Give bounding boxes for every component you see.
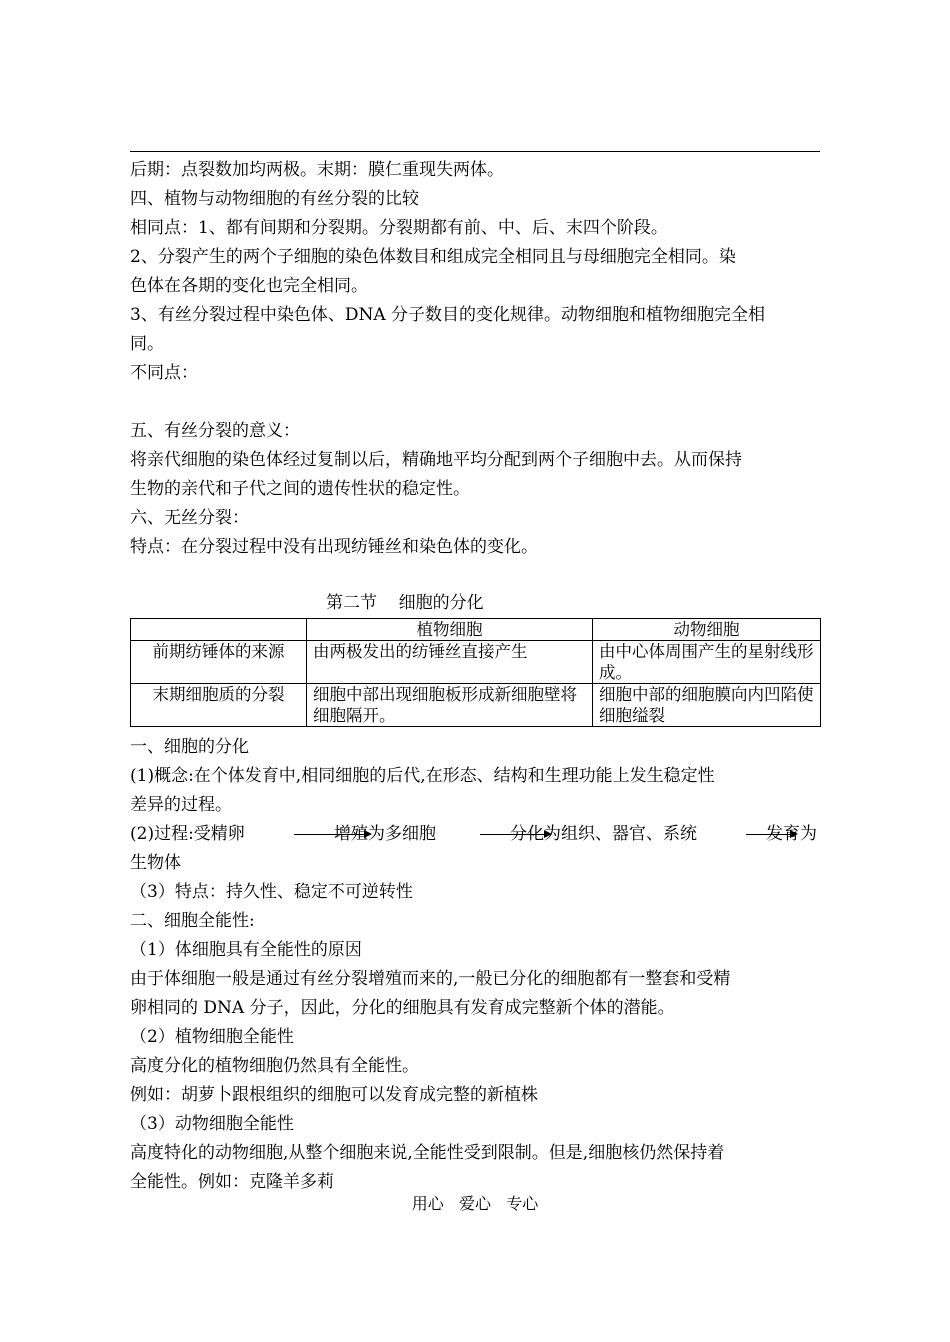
text-line: 后期：点裂数加均两极。末期：膜仁重现失两体。 (130, 160, 504, 180)
header-rule (130, 151, 820, 152)
text-line: (1)概念:在个体发育中,相同细胞的后代,在形态、结构和生理功能上发生稳定性 (130, 766, 715, 786)
table-row (131, 684, 821, 727)
table-cell: 由两极发出的纺锤丝直接产生 (307, 641, 593, 684)
text-line: 不同点： (130, 363, 198, 383)
text-line: （3）特点：持久性、稳定不可逆转性 (130, 882, 413, 902)
process-step-differentiation: 分化为组织、器官、系统 (510, 824, 697, 844)
process-label: (2)过程:受精卵 (130, 824, 245, 844)
process-line (130, 820, 820, 849)
table-row-label: 末期细胞质的分裂 (131, 684, 307, 727)
text-line: 相同点：1、都有间期和分裂期。分裂期都有前、中、后、末四个阶段。 (130, 218, 668, 238)
table-header-row (131, 619, 821, 641)
text-line: （3）动物细胞全能性 (130, 1114, 294, 1134)
text-line: 同。 (130, 334, 164, 354)
text-line: 高度分化的植物细胞仍然具有全能性。 (130, 1056, 419, 1076)
page-footer: 用心 爱心 专心 (411, 1194, 539, 1213)
section-title: 第二节 细胞的分化 (326, 593, 484, 613)
bottom-text-block (130, 878, 820, 1197)
process-step-proliferation: 增殖为多细胞 (334, 824, 436, 844)
table-cell: 由中心体周围产生的星射线形成。 (593, 641, 821, 684)
table-cell: 细胞中部出现细胞板形成新细胞壁将细胞隔开。 (307, 684, 593, 727)
text-line: 2、分裂产生的两个子细胞的染色体数目和组成完全相同且与母细胞完全相同。染 (130, 247, 736, 267)
table-cell: 细胞中部的细胞膜向内凹陷使细胞缢裂 (593, 684, 821, 727)
process-step-development: 发育为 (766, 824, 817, 844)
heading-totipotency: 二、细胞全能性: (130, 911, 255, 931)
text-line: 生物体 (130, 853, 181, 873)
text-line: 卵相同的 DNA 分子，因此，分化的细胞具有发育成完整新个体的潜能。 (130, 998, 675, 1018)
heading-comparison: 四、植物与动物细胞的有丝分裂的比较 (130, 189, 419, 209)
table-row-label: 前期纺锤体的来源 (131, 641, 307, 684)
text-line: 生物的亲代和子代之间的遗传性状的稳定性。 (130, 479, 470, 499)
text-line: 差异的过程。 (130, 795, 232, 815)
text-line: 高度特化的动物细胞,从整个细胞来说,全能性受到限制。但是,细胞核仍然保持着 (130, 1143, 725, 1163)
text-line: 3、有丝分裂过程中染色体、DNA 分子数目的变化规律。动物细胞和植物细胞完全相 (130, 305, 765, 325)
text-line: 例如：胡萝卜跟根组织的细胞可以发育成完整的新植株 (130, 1085, 538, 1105)
comparison-table (130, 618, 821, 727)
heading-significance: 五、有丝分裂的意义： (130, 421, 300, 441)
text-line: 色体在各期的变化也完全相同。 (130, 276, 368, 296)
table-row (131, 641, 821, 684)
heading-amitosis: 六、无丝分裂： (130, 508, 249, 528)
blank-line (130, 388, 820, 417)
heading-differentiation: 一、细胞的分化 (130, 737, 249, 757)
text-line: （2）植物细胞全能性 (130, 1027, 294, 1047)
middle-text-block (130, 733, 820, 878)
text-line: 全能性。例如：克隆羊多莉 (130, 1172, 334, 1192)
text-line: （1）体细胞具有全能性的原因 (130, 940, 362, 960)
top-text-block (130, 156, 820, 562)
table-header-cell (131, 619, 307, 641)
table-header-cell: 动物细胞 (593, 619, 821, 641)
text-line: 由于体细胞一般是通过有丝分裂增殖而来的,一般已分化的细胞都有一整套和受精 (130, 969, 731, 989)
text-line: 特点：在分裂过程中没有出现纺锤丝和染色体的变化。 (130, 537, 538, 557)
table-header-cell: 植物细胞 (307, 619, 593, 641)
text-line: 将亲代细胞的染色体经过复制以后，精确地平均分配到两个子细胞中去。从而保持 (130, 450, 742, 470)
